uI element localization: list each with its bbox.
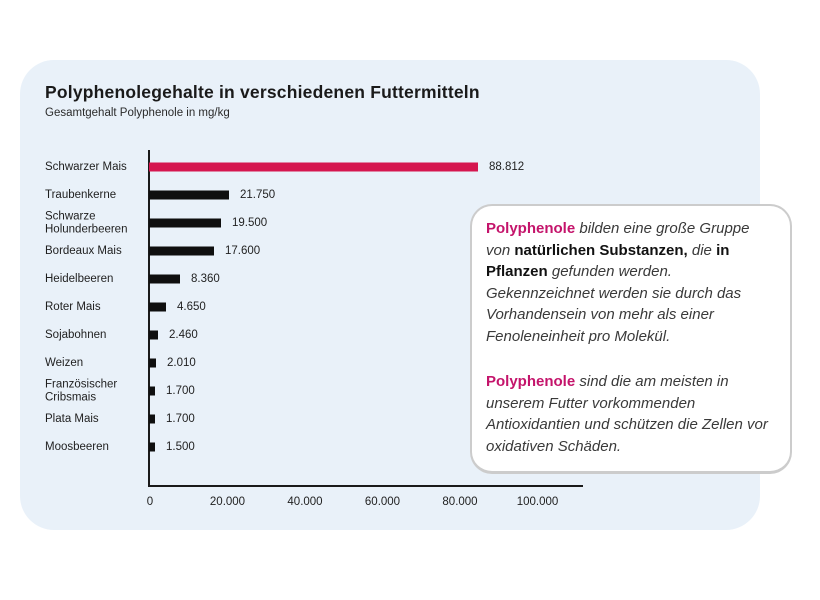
bar (149, 163, 478, 172)
category-label: Schwarzer Mais (45, 160, 127, 173)
text-segment: natürlichen Substanzen, (514, 241, 688, 259)
x-tick-label: 0 (146, 496, 154, 508)
info-paragraph (486, 371, 776, 457)
category-label: Französischer Cribsmais (45, 378, 118, 403)
category-label: Schwarze Holunderbeeren (45, 210, 128, 235)
bar (149, 303, 166, 312)
accent-keyword: Polyphenole (486, 373, 576, 390)
infographic-card (20, 60, 768, 530)
x-tick-label: 100.000 (516, 496, 559, 508)
category-label: Moosbeeren (45, 440, 109, 453)
bar (149, 219, 221, 228)
value-label: 1.500 (166, 441, 195, 453)
x-tick-label: 40.000 (287, 496, 323, 508)
value-label: 1.700 (166, 385, 195, 397)
category-label: Roter Mais (45, 300, 101, 313)
bar (149, 443, 155, 452)
value-label: 2.460 (169, 329, 198, 341)
bar (149, 191, 229, 200)
value-label: 19.500 (232, 217, 268, 229)
category-label: Sojabohnen (45, 328, 107, 341)
text-segment: gefunden werden. Gekennzeichnet werden sie durch das Vorhandensein von mehr als einer Fenoleneinheit pro Molekül. (486, 263, 742, 345)
info-box (470, 204, 792, 474)
text-segment: in Pflanzen (486, 241, 730, 280)
value-label: 4.650 (177, 301, 206, 313)
value-label: 88.812 (489, 161, 525, 173)
bar (149, 359, 156, 368)
info-paragraph (486, 218, 776, 347)
text-segment: bilden eine große Gruppe von (486, 220, 750, 259)
chart-title: Polyphenolegehalte in verschiedenen Futtermitteln (45, 82, 480, 102)
category-label: Heidelbeeren (45, 272, 114, 285)
text-segment: die (687, 241, 717, 259)
chart-subtitle: Gesamtgehalt Polyphenole in mg/kg (45, 107, 230, 119)
category-label: Plata Mais (45, 412, 99, 425)
y-axis-line (148, 150, 150, 485)
bar (149, 247, 214, 256)
category-label: Bordeaux Mais (45, 244, 122, 257)
category-label: Traubenkerne (45, 188, 117, 201)
value-label: 8.360 (191, 273, 220, 285)
value-label: 2.010 (167, 357, 196, 369)
x-tick-label: 60.000 (364, 496, 401, 508)
bar (149, 275, 180, 284)
x-axis-line (148, 485, 583, 487)
bar (149, 415, 155, 424)
value-label: 1.700 (166, 413, 195, 425)
category-label: Weizen (45, 356, 84, 369)
x-tick-label: 80.000 (442, 496, 478, 508)
x-tick-label: 20.000 (209, 496, 246, 508)
accent-keyword: Polyphenole (486, 220, 576, 237)
text-segment: sind die am meisten in unserem Futter vorkommenden Antioxidantien und schützen die Zellen vor oxidativen Schäden. (486, 373, 768, 455)
bar (149, 387, 155, 396)
bar (149, 331, 158, 340)
value-label: 21.750 (240, 189, 276, 201)
value-label: 17.600 (225, 245, 261, 257)
